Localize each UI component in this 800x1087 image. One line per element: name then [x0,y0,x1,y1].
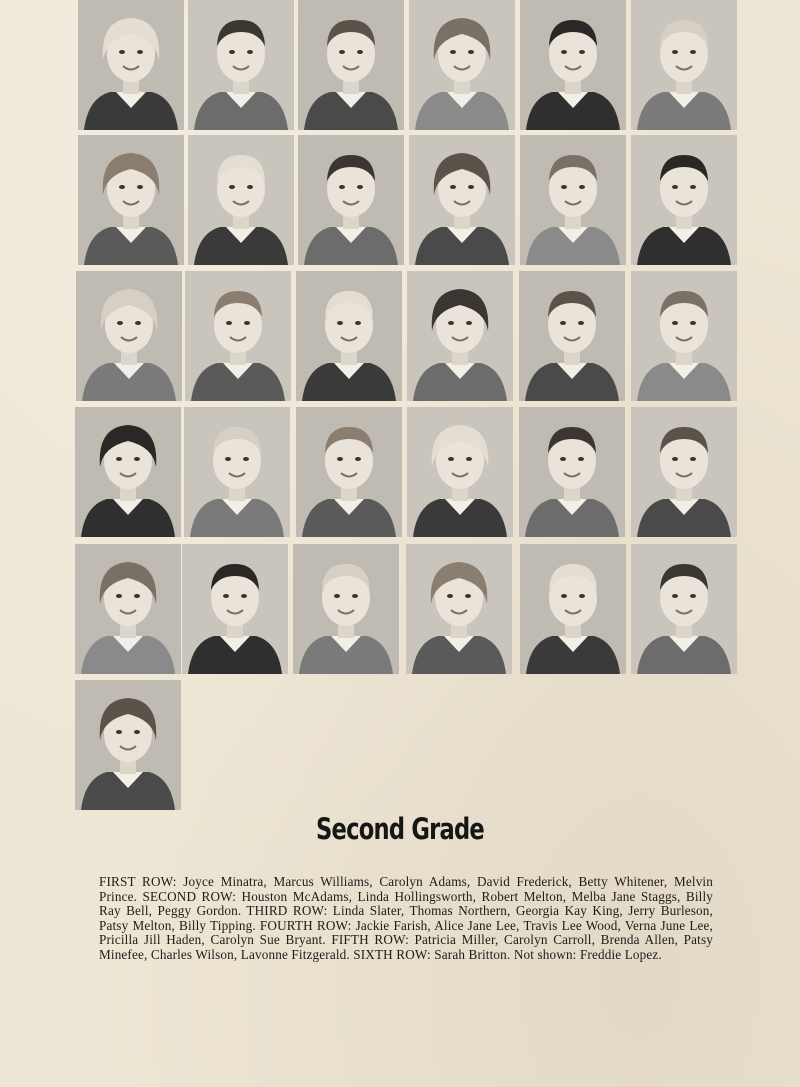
student-photo [188,135,294,265]
portrait-graphic [78,135,184,265]
portrait-graphic [75,680,181,810]
student-photo [298,135,404,265]
student-photo [520,544,626,674]
portrait-graphic [298,0,404,130]
portrait-graphic [78,0,184,130]
student-photo [75,680,181,810]
student-photo [407,271,513,401]
portrait-graphic [631,135,737,265]
photo-grid [75,0,735,815]
portrait-graphic [409,135,515,265]
student-photo [188,0,294,130]
student-photo [78,0,184,130]
student-photo [296,271,402,401]
portrait-graphic [296,407,402,537]
student-photo [631,271,737,401]
portrait-graphic [182,544,288,674]
student-photo [78,135,184,265]
portrait-graphic [188,0,294,130]
caption-text: FIRST ROW: Joyce Minatra, Marcus Williams, Carolyn Adams, David Frederick, Betty Whitener, Melvin Prince. SECOND ROW: Houston McAdams, Linda Hollingsworth, Robert Melton, Melba Jane Staggs, Billy Ray Bell, Peggy Gordon. THIRD ROW: Linda Slater, Thomas Northern, Georgia Kay King, Jerry Burleson, Patsy Melton, Billy Tipping. FOURTH ROW: Jackie Farish, Alice Jane Lee, Travis Lee Wood, Verna June Lee, Pricilla Jill Haden, Carolyn Sue Bryant. FIFTH ROW: Patricia Miller, Carolyn Carroll, Brenda Allen, Patsy Minefee, Charles Wilson, Lavonne Fitzgerald. SIXTH ROW: Sarah Britton. Not shown: Freddie Lopez. [99,874,713,962]
student-photo [631,135,737,265]
student-photo [182,544,288,674]
portrait-graphic [298,135,404,265]
student-photo [409,0,515,130]
student-photo [631,544,737,674]
portrait-graphic [631,0,737,130]
student-photo [76,271,182,401]
portrait-graphic [188,135,294,265]
portrait-graphic [184,407,290,537]
portrait-graphic [76,271,182,401]
portrait-graphic [631,271,737,401]
student-photo [75,407,181,537]
portrait-graphic [520,0,626,130]
portrait-graphic [409,0,515,130]
student-photo [296,407,402,537]
portrait-graphic [631,407,737,537]
student-photo [409,135,515,265]
portrait-graphic [293,544,399,674]
portrait-graphic [406,544,512,674]
portrait-graphic [520,544,626,674]
student-photo [298,0,404,130]
student-photo [520,135,626,265]
student-photo [293,544,399,674]
portrait-graphic [185,271,291,401]
student-photo [631,407,737,537]
student-photo [631,0,737,130]
portrait-graphic [407,271,513,401]
portrait-graphic [519,407,625,537]
portrait-graphic [631,544,737,674]
portrait-graphic [296,271,402,401]
student-photo [184,407,290,537]
portrait-graphic [520,135,626,265]
student-photo [406,544,512,674]
page-title: Second Grade [316,812,484,846]
portrait-graphic [407,407,513,537]
portrait-graphic [75,544,181,674]
student-photo [519,271,625,401]
portrait-graphic [519,271,625,401]
student-photo [407,407,513,537]
student-photo [519,407,625,537]
student-photo [185,271,291,401]
portrait-graphic [75,407,181,537]
student-photo [520,0,626,130]
student-photo [75,544,181,674]
